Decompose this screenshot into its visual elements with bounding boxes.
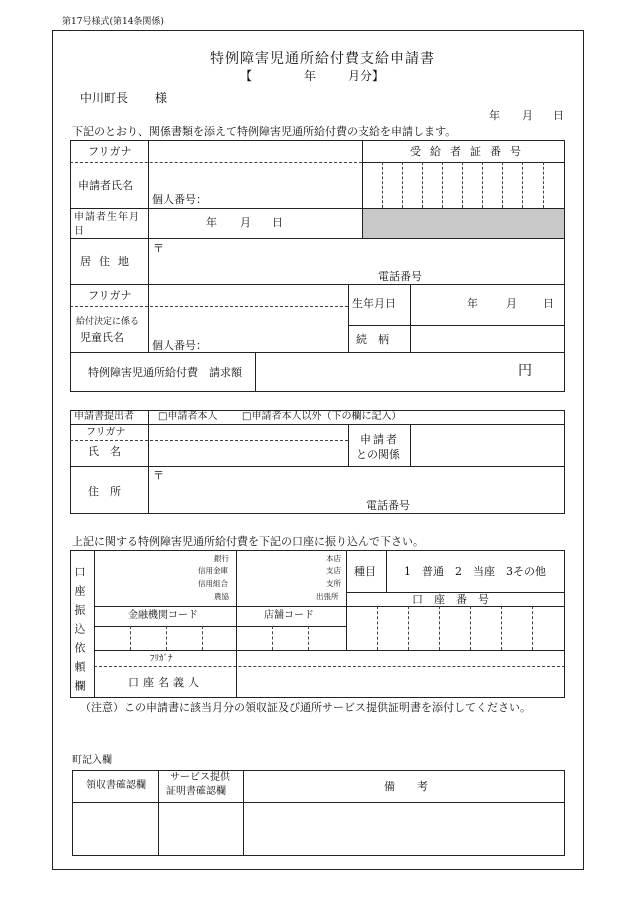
- applicant-table: [70, 140, 565, 392]
- applicant-postal: 〒: [153, 242, 164, 255]
- holder-furigana-label: ﾌﾘｶﾞﾅ: [150, 654, 173, 664]
- submitter-relation-1: 申請者: [360, 433, 399, 446]
- bank-intro: 上記に関する特例障害児通所給付費を下記の口座に振り込んで下さい。: [72, 535, 424, 548]
- shaded-cell: [362, 208, 564, 238]
- child-name-label-1: 給付決定に係る: [76, 317, 140, 327]
- form-number: 第17号様式(第14条関係): [62, 17, 164, 27]
- service-cert-label-1: サービス提供: [170, 772, 230, 783]
- bank-side-label: 口座振込依頼欄: [73, 566, 86, 699]
- child-birth-month: 月: [506, 297, 517, 310]
- period-month: 月分】: [348, 69, 385, 83]
- bank-type-bank: 銀行: [214, 554, 229, 563]
- submitter-table: [70, 410, 565, 514]
- office-section-label: 町記入欄: [72, 755, 112, 766]
- account-kind-options: 1 普通 2 当座 3その他: [404, 565, 546, 578]
- child-birth-label: 生年月日: [352, 297, 396, 310]
- account-kind-label: 種目: [354, 565, 376, 578]
- period-year: 年: [304, 69, 317, 83]
- branch-type-office: 出張所: [316, 592, 339, 601]
- bank-code-label: 金融機関コード: [128, 610, 198, 621]
- applicant-address-label: 居住地: [80, 255, 137, 268]
- bank-type-shinkumi: 信用組合: [198, 579, 228, 588]
- submitter-relation-2: との関係: [356, 448, 400, 461]
- intro-text: 下記のとおり、関係書類を添えて特例障害児通所給付費の支給を申請します。: [72, 125, 457, 138]
- recipient-number-label: 受給者証番号: [410, 145, 530, 158]
- submitter-address-label: 住 所: [88, 485, 121, 498]
- child-birth-day: 日: [543, 297, 554, 310]
- attention-note: （注意）この申請書に該当月分の領収証及び通所サービス提供証明書を添付してください。: [80, 701, 531, 714]
- branch-type-sub: 支所: [326, 579, 341, 588]
- applicant-my-number: 個人番号：: [152, 193, 207, 206]
- submitter-phone: 電話番号: [366, 499, 410, 512]
- addressee-town: 中川町長: [80, 91, 129, 105]
- applicant-phone: 電話番号: [378, 270, 422, 283]
- date-day: 日: [553, 109, 564, 122]
- claim-label: 特例障害児通所給付費 請求額: [88, 366, 242, 379]
- remarks-label: 備 考: [384, 780, 428, 793]
- applicant-name-label: 申請者氏名: [78, 179, 133, 192]
- bank-type-nokyo: 農協: [214, 592, 229, 601]
- applicant-birth-year: 年: [206, 216, 217, 229]
- bank-type-shinkin: 信用金庫: [198, 566, 228, 575]
- applicant-birth-month: 月: [240, 216, 251, 229]
- submitter-option-other[interactable]: □申請者本人以外（下の欄に記入）: [242, 411, 402, 422]
- date-year: 年: [489, 109, 500, 122]
- child-furigana-label: フリガナ: [88, 289, 132, 302]
- holder-label: 口座名義人: [128, 676, 203, 689]
- date-month: 月: [522, 109, 533, 122]
- branch-code-label: 店舗コード: [264, 610, 314, 621]
- submitter-postal: 〒: [153, 469, 164, 482]
- applicant-furigana-label: フリガナ: [88, 145, 132, 158]
- submitter-furigana-label: フリガナ: [86, 427, 126, 438]
- page-title: 特例障害児通所給付費支給申請書: [210, 51, 435, 67]
- submitter-option-self[interactable]: □申請者本人: [158, 411, 218, 422]
- claim-unit: 円: [518, 363, 532, 379]
- child-name-label-2: 児童氏名: [80, 331, 124, 344]
- submitter-name-label: 氏 名: [88, 445, 121, 458]
- child-birth-year: 年: [467, 297, 478, 310]
- applicant-birth-day: 日: [272, 216, 283, 229]
- account-number-label: 口 座 番 号: [412, 593, 489, 606]
- applicant-birth-label: 申請者生年月日: [74, 212, 140, 237]
- branch-type-main: 本店: [326, 554, 341, 563]
- service-cert-label-2: 証明書確認欄: [166, 786, 226, 797]
- child-relation-label: 続 柄: [356, 333, 389, 346]
- period-open: 【: [240, 69, 253, 83]
- addressee-honorific: 様: [155, 91, 168, 105]
- child-my-number: 個人番号：: [152, 339, 207, 352]
- submitter-label: 申請書提出者: [74, 411, 134, 422]
- branch-type-branch: 支店: [326, 566, 341, 575]
- receipt-check-label: 領収書確認欄: [86, 780, 146, 791]
